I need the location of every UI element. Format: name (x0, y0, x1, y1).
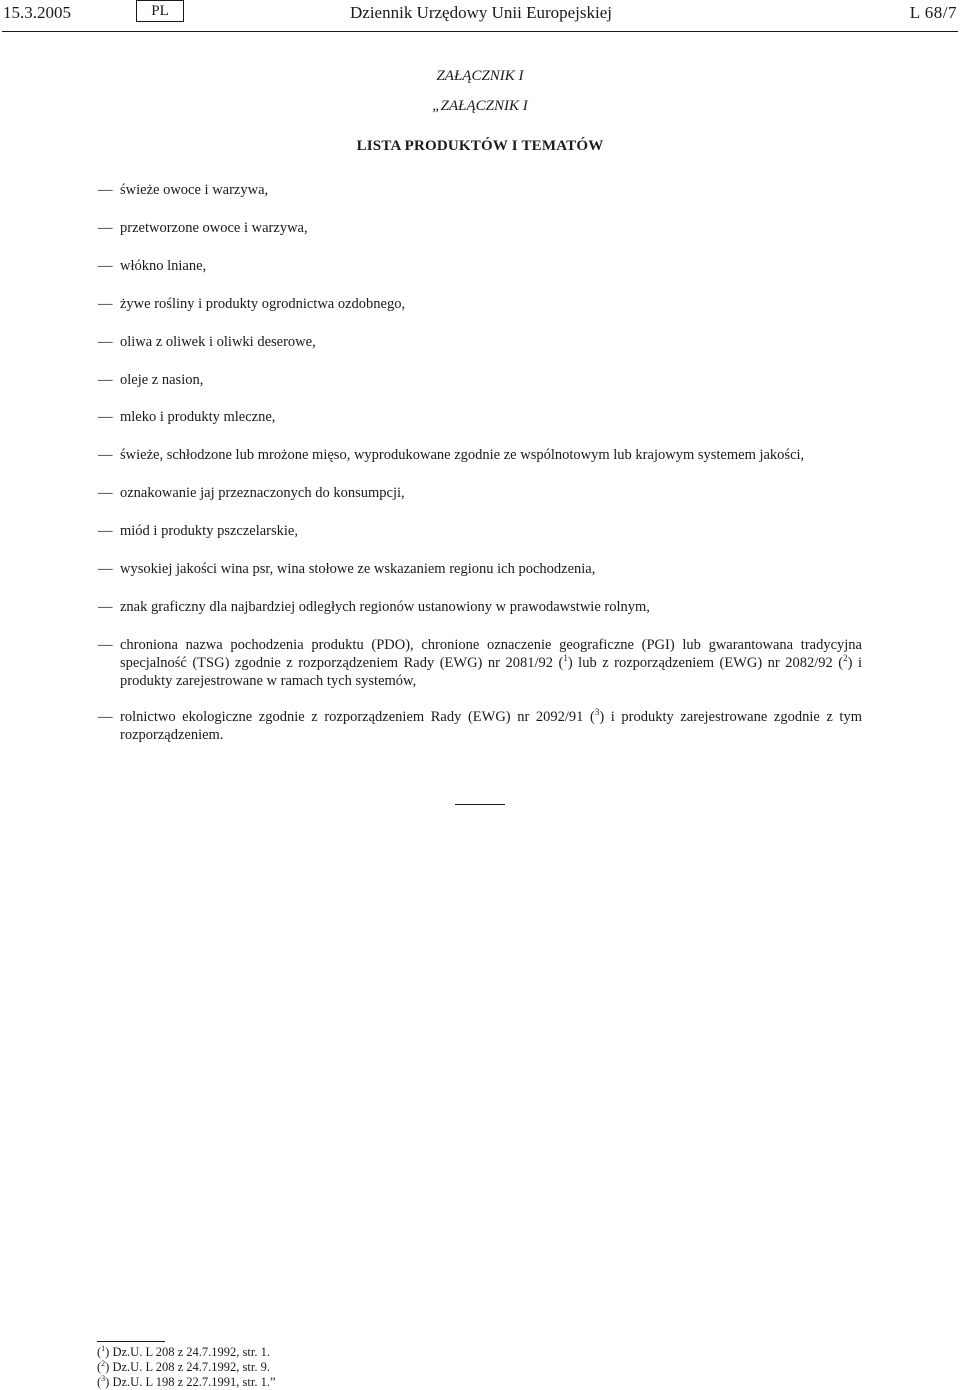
list-item-text-part: ) i produkty zarejestrowane zgodnie z tym rozporządzeniem. (120, 709, 862, 743)
annex-title: LISTA PRODUKTÓW I TEMATÓW (356, 138, 604, 154)
list-item (98, 371, 862, 389)
list-item (98, 560, 862, 578)
footnote-text: Dz.U. L 198 z 22.7.1991, str. 1.” (112, 1375, 276, 1389)
list-item (98, 219, 862, 237)
list-item-text-part: ) lub z rozporządzeniem (EWG) nr 2082/92 ( (567, 655, 844, 671)
annex-label: ZAŁĄCZNIK I (436, 68, 524, 84)
header-rule (2, 31, 958, 32)
footnote-number: 2 (101, 1358, 106, 1368)
list-item (98, 446, 862, 464)
list-item-text: żywe rośliny i produkty ogrodnictwa ozdobnego, (120, 296, 406, 312)
footnote-open: ( (97, 1345, 102, 1359)
footnote-close: ) (105, 1345, 110, 1359)
footnote (97, 1375, 276, 1389)
list-item (98, 522, 862, 540)
list-item-text-part: chroniona nazwa pochodzenia produktu (PDO), chronione oznaczenie geograficzne (PGI) lub gwarantowana tradycyjna specjalność (TSG) zgodnie z rozporządzeniem Rady (EWG) nr 2081/92 ( (120, 637, 862, 671)
list-item-text-part: ) i produkty zarejestrowane w ramach tych systemów, (120, 655, 863, 689)
dash-marker: — (98, 372, 113, 388)
list-item (98, 181, 862, 199)
dash-marker: — (98, 296, 113, 312)
footnote-close: ) (105, 1360, 110, 1374)
list-item (98, 636, 862, 690)
list-item-text: znak graficzny dla najbardziej odległych regionów ustanowiony w prawodawstwie rolnym, (120, 599, 650, 615)
footnote-rule (97, 1341, 165, 1342)
footnote-ref: 3 (594, 707, 600, 718)
page-header (0, 0, 960, 34)
list-item (98, 408, 862, 426)
list-item (98, 295, 862, 313)
footnote-open: ( (97, 1360, 102, 1374)
journal-title: Dziennik Urzędowy Unii Europejskiej (350, 3, 613, 22)
dash-marker: — (98, 599, 113, 615)
list-item (98, 708, 862, 744)
publication-date: 15.3.2005 (3, 3, 71, 22)
dash-marker: — (98, 561, 113, 577)
dash-marker: — (98, 409, 113, 425)
list-item-text: wysokiej jakości wina psr, wina stołowe ze wskazaniem regionu ich pochodzenia, (120, 561, 596, 577)
footnote-ref: 2 (843, 653, 848, 664)
list-item-text: przetworzone owoce i warzywa, (120, 220, 308, 236)
footnote-ref: 1 (563, 653, 568, 664)
dash-marker: — (98, 334, 113, 350)
list-item-text: oliwa z oliwek i oliwki deserowe, (120, 334, 316, 350)
dash-marker: — (98, 447, 113, 463)
language-badge: PL (136, 0, 184, 22)
footnote-text: Dz.U. L 208 z 24.7.1992, str. 1. (112, 1345, 270, 1359)
footnote-open: ( (97, 1375, 102, 1389)
dash-marker: — (98, 485, 113, 501)
footnote (97, 1345, 270, 1359)
footnote-number: 1 (101, 1343, 106, 1353)
annex-label-quoted: „ZAŁĄCZNIK I (432, 98, 528, 114)
footnote-number: 3 (101, 1373, 106, 1383)
section-separator (455, 804, 505, 805)
list-item-text: oleje z nasion, (120, 372, 204, 388)
list-item (98, 598, 862, 616)
footnote (97, 1360, 270, 1374)
dash-marker: — (98, 523, 113, 539)
dash-marker: — (98, 220, 113, 236)
footnote-text: Dz.U. L 208 z 24.7.1992, str. 9. (112, 1360, 270, 1374)
list-item-text (120, 708, 862, 744)
list-item-text: włókno lniane, (120, 258, 207, 274)
list-item-text: miód i produkty pszczelarskie, (120, 523, 298, 539)
list-item (98, 333, 862, 351)
list-item-text: świeże, schłodzone lub mrożone mięso, wyprodukowane zgodnie ze wspólnotowym lub krajowym systemem jakości, (120, 447, 805, 463)
dash-marker: — (98, 182, 113, 198)
list-item-text (120, 636, 862, 690)
dash-marker: — (98, 637, 113, 653)
list-item-text: świeże owoce i warzywa, (120, 182, 269, 198)
list-item-text-part: rolnictwo ekologiczne zgodnie z rozporządzeniem Rady (EWG) nr 2092/91 ( (120, 709, 595, 725)
page-reference: L 68/7 (909, 3, 957, 22)
list-item-text: mleko i produkty mleczne, (120, 409, 276, 425)
list-item (98, 484, 862, 502)
footnote-close: ) (105, 1375, 110, 1389)
list-item (98, 257, 862, 275)
dash-marker: — (98, 258, 113, 274)
dash-marker: — (98, 709, 113, 725)
list-item-text: oznakowanie jaj przeznaczonych do konsumpcji, (120, 485, 405, 501)
